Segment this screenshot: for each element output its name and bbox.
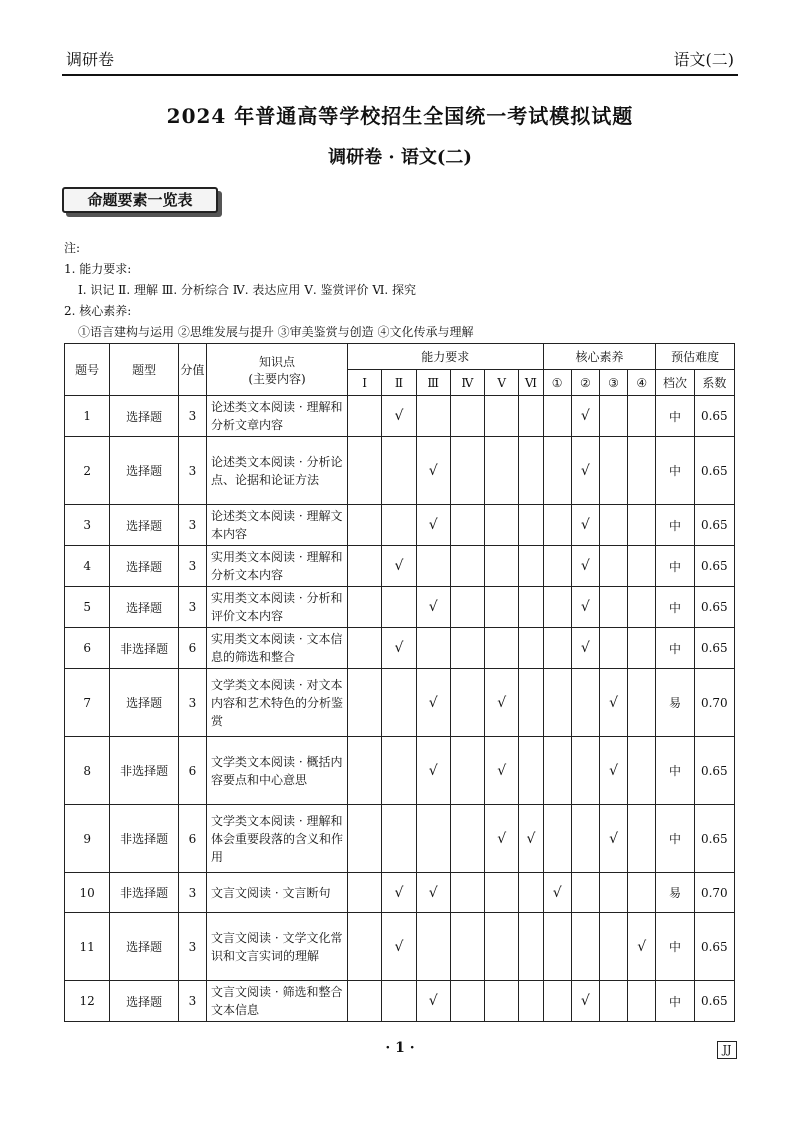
page-subtitle: 调研卷 · 语文(二) (328, 147, 472, 168)
ability-check-mark: √ (382, 546, 416, 587)
table-row (65, 587, 735, 628)
cell-num: 5 (65, 587, 110, 628)
ability-check-mark: √ (382, 913, 416, 981)
ability-cell (348, 737, 382, 805)
literacy-cell (628, 873, 656, 913)
ability-check-mark: √ (416, 873, 450, 913)
literacy-cell (543, 396, 571, 437)
cell-knowledge-point: 实用类文本阅读 · 文本信息的筛选和整合 (207, 628, 348, 669)
ability-cell (348, 396, 382, 437)
ability-cell (450, 669, 484, 737)
table-row (65, 873, 735, 913)
ability-cell (450, 805, 484, 873)
literacy-cell (628, 628, 656, 669)
cell-coef: 0.65 (694, 396, 734, 437)
table-row (65, 437, 735, 505)
notes-section (64, 238, 473, 343)
cell-type: 非选择题 (110, 628, 179, 669)
literacy-check-mark: √ (571, 981, 599, 1022)
ability-items: Ⅰ. 识记 Ⅱ. 理解 Ⅲ. 分析综合 Ⅳ. 表达应用 Ⅴ. 鉴赏评价 Ⅵ. 探究 (78, 283, 417, 297)
ability-cell (382, 587, 416, 628)
literacy-check-mark: √ (599, 737, 627, 805)
literacy-check-mark: √ (571, 587, 599, 628)
cell-knowledge-point: 论述类文本阅读 · 分析论点、论据和论证方法 (207, 437, 348, 505)
ability-cell (348, 805, 382, 873)
cell-score: 6 (178, 628, 206, 669)
cell-num: 6 (65, 628, 110, 669)
th-ability-2: Ⅱ (382, 370, 416, 396)
cell-knowledge-point: 论述类文本阅读 · 理解和分析文章内容 (207, 396, 348, 437)
literacy-cell (543, 669, 571, 737)
ability-cell (450, 587, 484, 628)
page-code: JJ (717, 1041, 737, 1059)
ability-cell (450, 913, 484, 981)
ability-cell (348, 669, 382, 737)
ability-cell (450, 873, 484, 913)
literacy-check-mark: √ (628, 913, 656, 981)
cell-score: 3 (178, 396, 206, 437)
ability-check-mark: √ (485, 805, 519, 873)
cell-level: 中 (656, 737, 694, 805)
ability-cell (348, 981, 382, 1022)
th-ability-3: Ⅲ (416, 370, 450, 396)
ability-cell (348, 587, 382, 628)
literacy-cell (599, 628, 627, 669)
ability-check-mark: √ (382, 396, 416, 437)
literacy-check-mark: √ (543, 873, 571, 913)
ability-cell (485, 913, 519, 981)
ability-cell (485, 505, 519, 546)
literacy-cell (599, 913, 627, 981)
header-left: 调研卷 (66, 50, 115, 69)
ability-cell (382, 981, 416, 1022)
literacy-cell (628, 669, 656, 737)
cell-level: 中 (656, 396, 694, 437)
ability-check-mark: √ (416, 981, 450, 1022)
cell-num: 3 (65, 505, 110, 546)
cell-level: 中 (656, 913, 694, 981)
cell-score: 3 (178, 546, 206, 587)
th-ability-5: Ⅴ (485, 370, 519, 396)
ability-cell (348, 628, 382, 669)
ability-cell (519, 669, 543, 737)
cell-score: 3 (178, 437, 206, 505)
cell-num: 4 (65, 546, 110, 587)
cell-num: 2 (65, 437, 110, 505)
th-coef: 系数 (694, 370, 734, 396)
ability-cell (348, 437, 382, 505)
ability-title: 1. 能力要求: (64, 262, 132, 276)
cell-knowledge-point: 文学类文本阅读 · 对文本内容和艺术特色的分析鉴赏 (207, 669, 348, 737)
literacy-cell (571, 873, 599, 913)
ability-cell (382, 737, 416, 805)
ability-cell (485, 873, 519, 913)
ability-check-mark: √ (382, 873, 416, 913)
ability-check-mark: √ (485, 737, 519, 805)
cell-score: 3 (178, 981, 206, 1022)
ability-check-mark: √ (416, 587, 450, 628)
cell-num: 7 (65, 669, 110, 737)
literacy-cell (543, 737, 571, 805)
th-ability: 能力要求 (348, 344, 544, 370)
th-score: 分值 (178, 344, 206, 396)
literacy-cell (628, 505, 656, 546)
ability-check-mark: √ (485, 669, 519, 737)
ability-cell (348, 873, 382, 913)
th-ability-1: Ⅰ (348, 370, 382, 396)
th-literacy: 核心素养 (543, 344, 656, 370)
th-ability-6: Ⅵ (519, 370, 543, 396)
table-body (65, 396, 735, 1022)
literacy-cell (628, 546, 656, 587)
ability-cell (519, 628, 543, 669)
cell-score: 3 (178, 913, 206, 981)
exam-requirements-table (64, 343, 735, 1022)
literacy-cell (543, 437, 571, 505)
cell-level: 中 (656, 505, 694, 546)
cell-coef: 0.65 (694, 546, 734, 587)
cell-type: 选择题 (110, 669, 179, 737)
ability-cell (485, 628, 519, 669)
literacy-check-mark: √ (599, 669, 627, 737)
literacy-cell (543, 981, 571, 1022)
ability-cell (519, 587, 543, 628)
cell-type: 选择题 (110, 437, 179, 505)
cell-num: 12 (65, 981, 110, 1022)
ability-check-mark: √ (416, 737, 450, 805)
cell-coef: 0.65 (694, 587, 734, 628)
th-kp (207, 344, 348, 396)
literacy-cell (599, 437, 627, 505)
table-row (65, 628, 735, 669)
cell-num: 1 (65, 396, 110, 437)
ability-cell (485, 587, 519, 628)
table-row (65, 396, 735, 437)
literacy-cell (543, 913, 571, 981)
cell-level: 中 (656, 981, 694, 1022)
ability-cell (450, 546, 484, 587)
table-row (65, 913, 735, 981)
cell-score: 3 (178, 873, 206, 913)
literacy-cell (628, 737, 656, 805)
literacy-cell (628, 437, 656, 505)
cell-level: 易 (656, 669, 694, 737)
ability-cell (348, 913, 382, 981)
cell-knowledge-point: 文学类文本阅读 · 理解和体会重要段落的含义和作用 (207, 805, 348, 873)
literacy-cell (628, 396, 656, 437)
table-row (65, 669, 735, 737)
ability-cell (450, 628, 484, 669)
ability-cell (519, 505, 543, 546)
cell-type: 选择题 (110, 981, 179, 1022)
cell-type: 选择题 (110, 546, 179, 587)
ability-cell (416, 805, 450, 873)
table-row (65, 737, 735, 805)
cell-score: 3 (178, 669, 206, 737)
ability-cell (519, 873, 543, 913)
literacy-cell (599, 587, 627, 628)
literacy-cell (543, 587, 571, 628)
cell-level: 易 (656, 873, 694, 913)
ability-cell (485, 981, 519, 1022)
ability-cell (519, 737, 543, 805)
th-literacy-1: ① (543, 370, 571, 396)
cell-num: 10 (65, 873, 110, 913)
cell-level: 中 (656, 437, 694, 505)
cell-level: 中 (656, 587, 694, 628)
cell-num: 11 (65, 913, 110, 981)
cell-score: 6 (178, 805, 206, 873)
cell-type: 选择题 (110, 396, 179, 437)
cell-coef: 0.65 (694, 737, 734, 805)
cell-coef: 0.65 (694, 805, 734, 873)
cell-type: 非选择题 (110, 873, 179, 913)
ability-check-mark: √ (519, 805, 543, 873)
literacy-cell (571, 669, 599, 737)
table-row (65, 505, 735, 546)
literacy-cell (543, 505, 571, 546)
cell-type: 选择题 (110, 587, 179, 628)
cell-num: 9 (65, 805, 110, 873)
literacy-cell (599, 546, 627, 587)
cell-level: 中 (656, 805, 694, 873)
th-type: 题型 (110, 344, 179, 396)
literacy-cell (628, 981, 656, 1022)
literacy-title: 2. 核心素养: (64, 304, 132, 318)
banner-label: 命题要素一览表 (62, 187, 218, 213)
table-row (65, 981, 735, 1022)
ability-cell (450, 737, 484, 805)
th-literacy-4: ④ (628, 370, 656, 396)
ability-cell (519, 913, 543, 981)
literacy-check-mark: √ (571, 628, 599, 669)
ability-check-mark: √ (416, 437, 450, 505)
notes-label: 注: (64, 241, 81, 255)
th-kp-sub: (主要内容) (248, 371, 306, 386)
literacy-cell (543, 546, 571, 587)
header-right: 语文(二) (673, 50, 734, 69)
cell-type: 选择题 (110, 505, 179, 546)
page-title: 2024 年普通高等学校招生全国统一考试模拟试题 (166, 104, 634, 128)
cell-knowledge-point: 文学类文本阅读 · 概括内容要点和中心意思 (207, 737, 348, 805)
ability-cell (382, 437, 416, 505)
th-difficulty: 预估难度 (656, 344, 735, 370)
cell-level: 中 (656, 628, 694, 669)
literacy-cell (628, 587, 656, 628)
cell-knowledge-point: 文言文阅读 · 筛选和整合文本信息 (207, 981, 348, 1022)
ability-cell (348, 546, 382, 587)
literacy-cell (543, 628, 571, 669)
cell-knowledge-point: 文言文阅读 · 文言断句 (207, 873, 348, 913)
literacy-items: ①语言建构与运用 ②思维发展与提升 ③审美鉴赏与创造 ④文化传承与理解 (78, 325, 474, 339)
ability-cell (519, 981, 543, 1022)
literacy-check-mark: √ (571, 546, 599, 587)
ability-check-mark: √ (416, 505, 450, 546)
literacy-cell (599, 505, 627, 546)
literacy-cell (599, 873, 627, 913)
cell-knowledge-point: 实用类文本阅读 · 理解和分析文本内容 (207, 546, 348, 587)
th-literacy-3: ③ (599, 370, 627, 396)
literacy-cell (599, 396, 627, 437)
cell-knowledge-point: 文言文阅读 · 文学文化常识和文言实词的理解 (207, 913, 348, 981)
ability-cell (450, 437, 484, 505)
th-num: 题号 (65, 344, 110, 396)
ability-cell (416, 628, 450, 669)
literacy-check-mark: √ (571, 396, 599, 437)
literacy-cell (571, 737, 599, 805)
cell-knowledge-point: 论述类文本阅读 · 理解文本内容 (207, 505, 348, 546)
cell-coef: 0.65 (694, 981, 734, 1022)
table-row (65, 805, 735, 873)
ability-cell (348, 505, 382, 546)
page-number: · 1 · (385, 1040, 415, 1056)
ability-check-mark: √ (382, 628, 416, 669)
cell-coef: 0.70 (694, 669, 734, 737)
literacy-cell (599, 981, 627, 1022)
literacy-check-mark: √ (599, 805, 627, 873)
section-banner (62, 187, 222, 217)
th-literacy-2: ② (571, 370, 599, 396)
table-row (65, 546, 735, 587)
ability-cell (416, 546, 450, 587)
page-header (62, 46, 738, 76)
cell-num: 8 (65, 737, 110, 805)
ability-cell (519, 546, 543, 587)
ability-cell (485, 437, 519, 505)
cell-level: 中 (656, 546, 694, 587)
ability-cell (450, 981, 484, 1022)
th-level: 档次 (656, 370, 694, 396)
ability-cell (416, 396, 450, 437)
cell-coef: 0.65 (694, 628, 734, 669)
cell-score: 3 (178, 587, 206, 628)
literacy-cell (571, 805, 599, 873)
th-ability-4: Ⅳ (450, 370, 484, 396)
header-row-1 (65, 344, 735, 370)
cell-score: 6 (178, 737, 206, 805)
ability-cell (450, 396, 484, 437)
ability-cell (450, 505, 484, 546)
ability-cell (382, 669, 416, 737)
literacy-cell (628, 805, 656, 873)
ability-cell (416, 913, 450, 981)
cell-coef: 0.70 (694, 873, 734, 913)
literacy-check-mark: √ (571, 505, 599, 546)
literacy-cell (543, 805, 571, 873)
cell-knowledge-point: 实用类文本阅读 · 分析和评价文本内容 (207, 587, 348, 628)
cell-coef: 0.65 (694, 505, 734, 546)
cell-type: 非选择题 (110, 805, 179, 873)
ability-check-mark: √ (416, 669, 450, 737)
ability-cell (519, 437, 543, 505)
cell-coef: 0.65 (694, 913, 734, 981)
cell-coef: 0.65 (694, 437, 734, 505)
literacy-cell (571, 913, 599, 981)
ability-cell (485, 546, 519, 587)
th-kp-main: 知识点 (259, 354, 296, 369)
cell-type: 非选择题 (110, 737, 179, 805)
ability-cell (382, 505, 416, 546)
ability-cell (382, 805, 416, 873)
cell-type: 选择题 (110, 913, 179, 981)
ability-cell (519, 396, 543, 437)
literacy-check-mark: √ (571, 437, 599, 505)
cell-score: 3 (178, 505, 206, 546)
ability-cell (485, 396, 519, 437)
